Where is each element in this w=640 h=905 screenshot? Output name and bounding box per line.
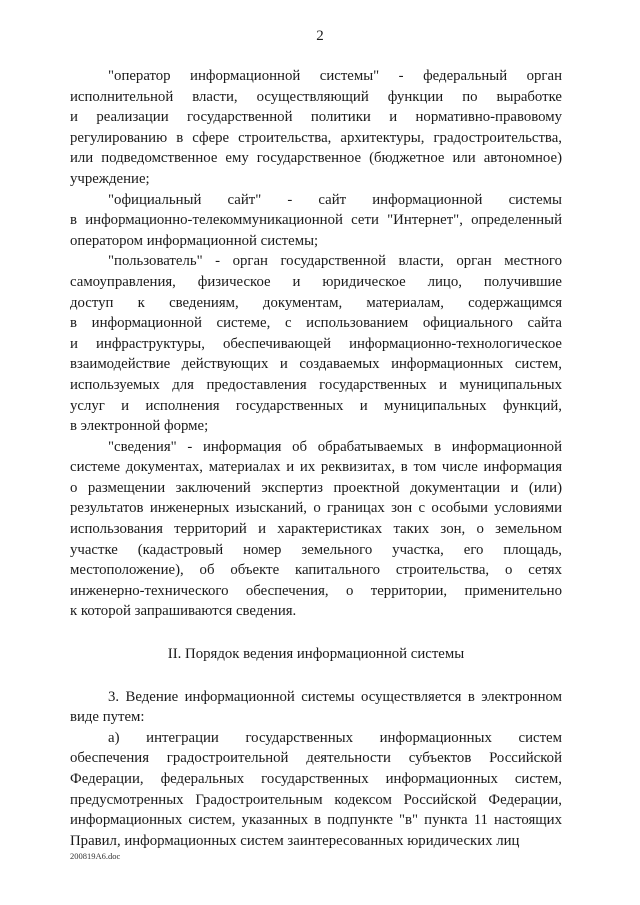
text-line: предусмотренных Градостроительным кодексом Российской Федерации,: [70, 791, 562, 808]
text-line: "пользователь" - орган государственной власти, орган местного: [108, 253, 562, 270]
text-line: в информационной системе, с использованием официального сайта: [70, 315, 562, 332]
clause-paragraph: [70, 687, 562, 728]
text-line: "официальный сайт" - сайт информационной системы: [108, 191, 562, 208]
text-line: "оператор информационной системы" - федеральный орган: [108, 68, 562, 84]
text-line: Правил, информационных систем заинтересованных юридических лиц: [70, 832, 520, 849]
definition-paragraph: [70, 66, 562, 190]
text-line: и инфраструктуры, обеспечивающей информационно-технологическое: [70, 335, 562, 352]
text-line: участке (кадастровый номер земельного участка, его площадь,: [70, 541, 562, 558]
text-line: результатов инженерных изысканий, о границах зон с особыми условиями: [70, 500, 562, 517]
text-line: взаимодействие действующих и создаваемых информационных систем,: [70, 356, 562, 373]
text-line: доступ к сведениям, документам, материалам, содержащимся: [70, 294, 562, 311]
text-line: использования территорий и характеристиках таких зон, о земельном: [70, 521, 562, 538]
text-line: виде путем:: [70, 709, 145, 726]
text-line: а) интеграции государственных информационных систем: [108, 729, 562, 746]
page-number: 2: [316, 28, 324, 44]
text-line: самоуправления, физическое и юридическое лицо, получившие: [70, 273, 562, 290]
text-line: используемых для предоставления государственных и муниципальных: [70, 376, 562, 393]
text-line: обеспечения градостроительной деятельности субъектов Российской: [70, 750, 562, 767]
text-line: "сведения" - информация об обрабатываемых в информационной: [108, 438, 562, 455]
text-line: или подведомственное ему государственное (бюджетное или автономное): [70, 150, 562, 167]
definition-paragraph: [70, 251, 562, 436]
definition-paragraph: [70, 437, 562, 622]
text-line: учреждение;: [70, 170, 150, 187]
text-line: исполнительной власти, осуществляющий функции по выработке: [70, 88, 562, 105]
text-line: к которой запрашиваются сведения.: [70, 603, 297, 620]
text-line: 3. Ведение информационной системы осуществляется в электронном: [108, 688, 562, 705]
text-line: оператором информационной системы;: [70, 232, 319, 249]
section-heading: II. Порядок ведения информационной системы: [167, 646, 465, 663]
definition-paragraph: [70, 190, 562, 252]
text-line: местоположение), об объекте капитального строительства, о сетях: [70, 562, 562, 579]
text-line: регулированию в сфере строительства, архитектуры, градостроительства,: [70, 129, 562, 146]
clause-paragraph: [70, 728, 562, 852]
text-line: в электронной форме;: [70, 418, 209, 435]
text-line: системе документах, материалах и их реквизитах, в том числе информация: [70, 459, 562, 476]
text-line: инженерно-технического обеспечения, о территории, применительно: [70, 582, 562, 599]
definitions-list: [70, 66, 562, 622]
text-line: Федерации, федеральных государственных информационных систем,: [70, 771, 562, 787]
clauses-list: [70, 687, 562, 852]
document-file-code: 200819A6.doc: [70, 851, 121, 861]
text-line: услуг и исполнения государственных и муниципальных функций,: [70, 397, 562, 414]
text-line: о размещении заключений экспертиз проектной документации и (или): [70, 479, 562, 496]
text-line: и реализации государственной политики и нормативно-правовому: [70, 109, 562, 126]
document-body: [70, 66, 562, 851]
text-line: информационных систем, указанных в подпункте "в" пункта 11 настоящих: [70, 812, 562, 829]
text-line: в информационно-телекоммуникационной сети "Интернет", определенный: [70, 212, 562, 229]
